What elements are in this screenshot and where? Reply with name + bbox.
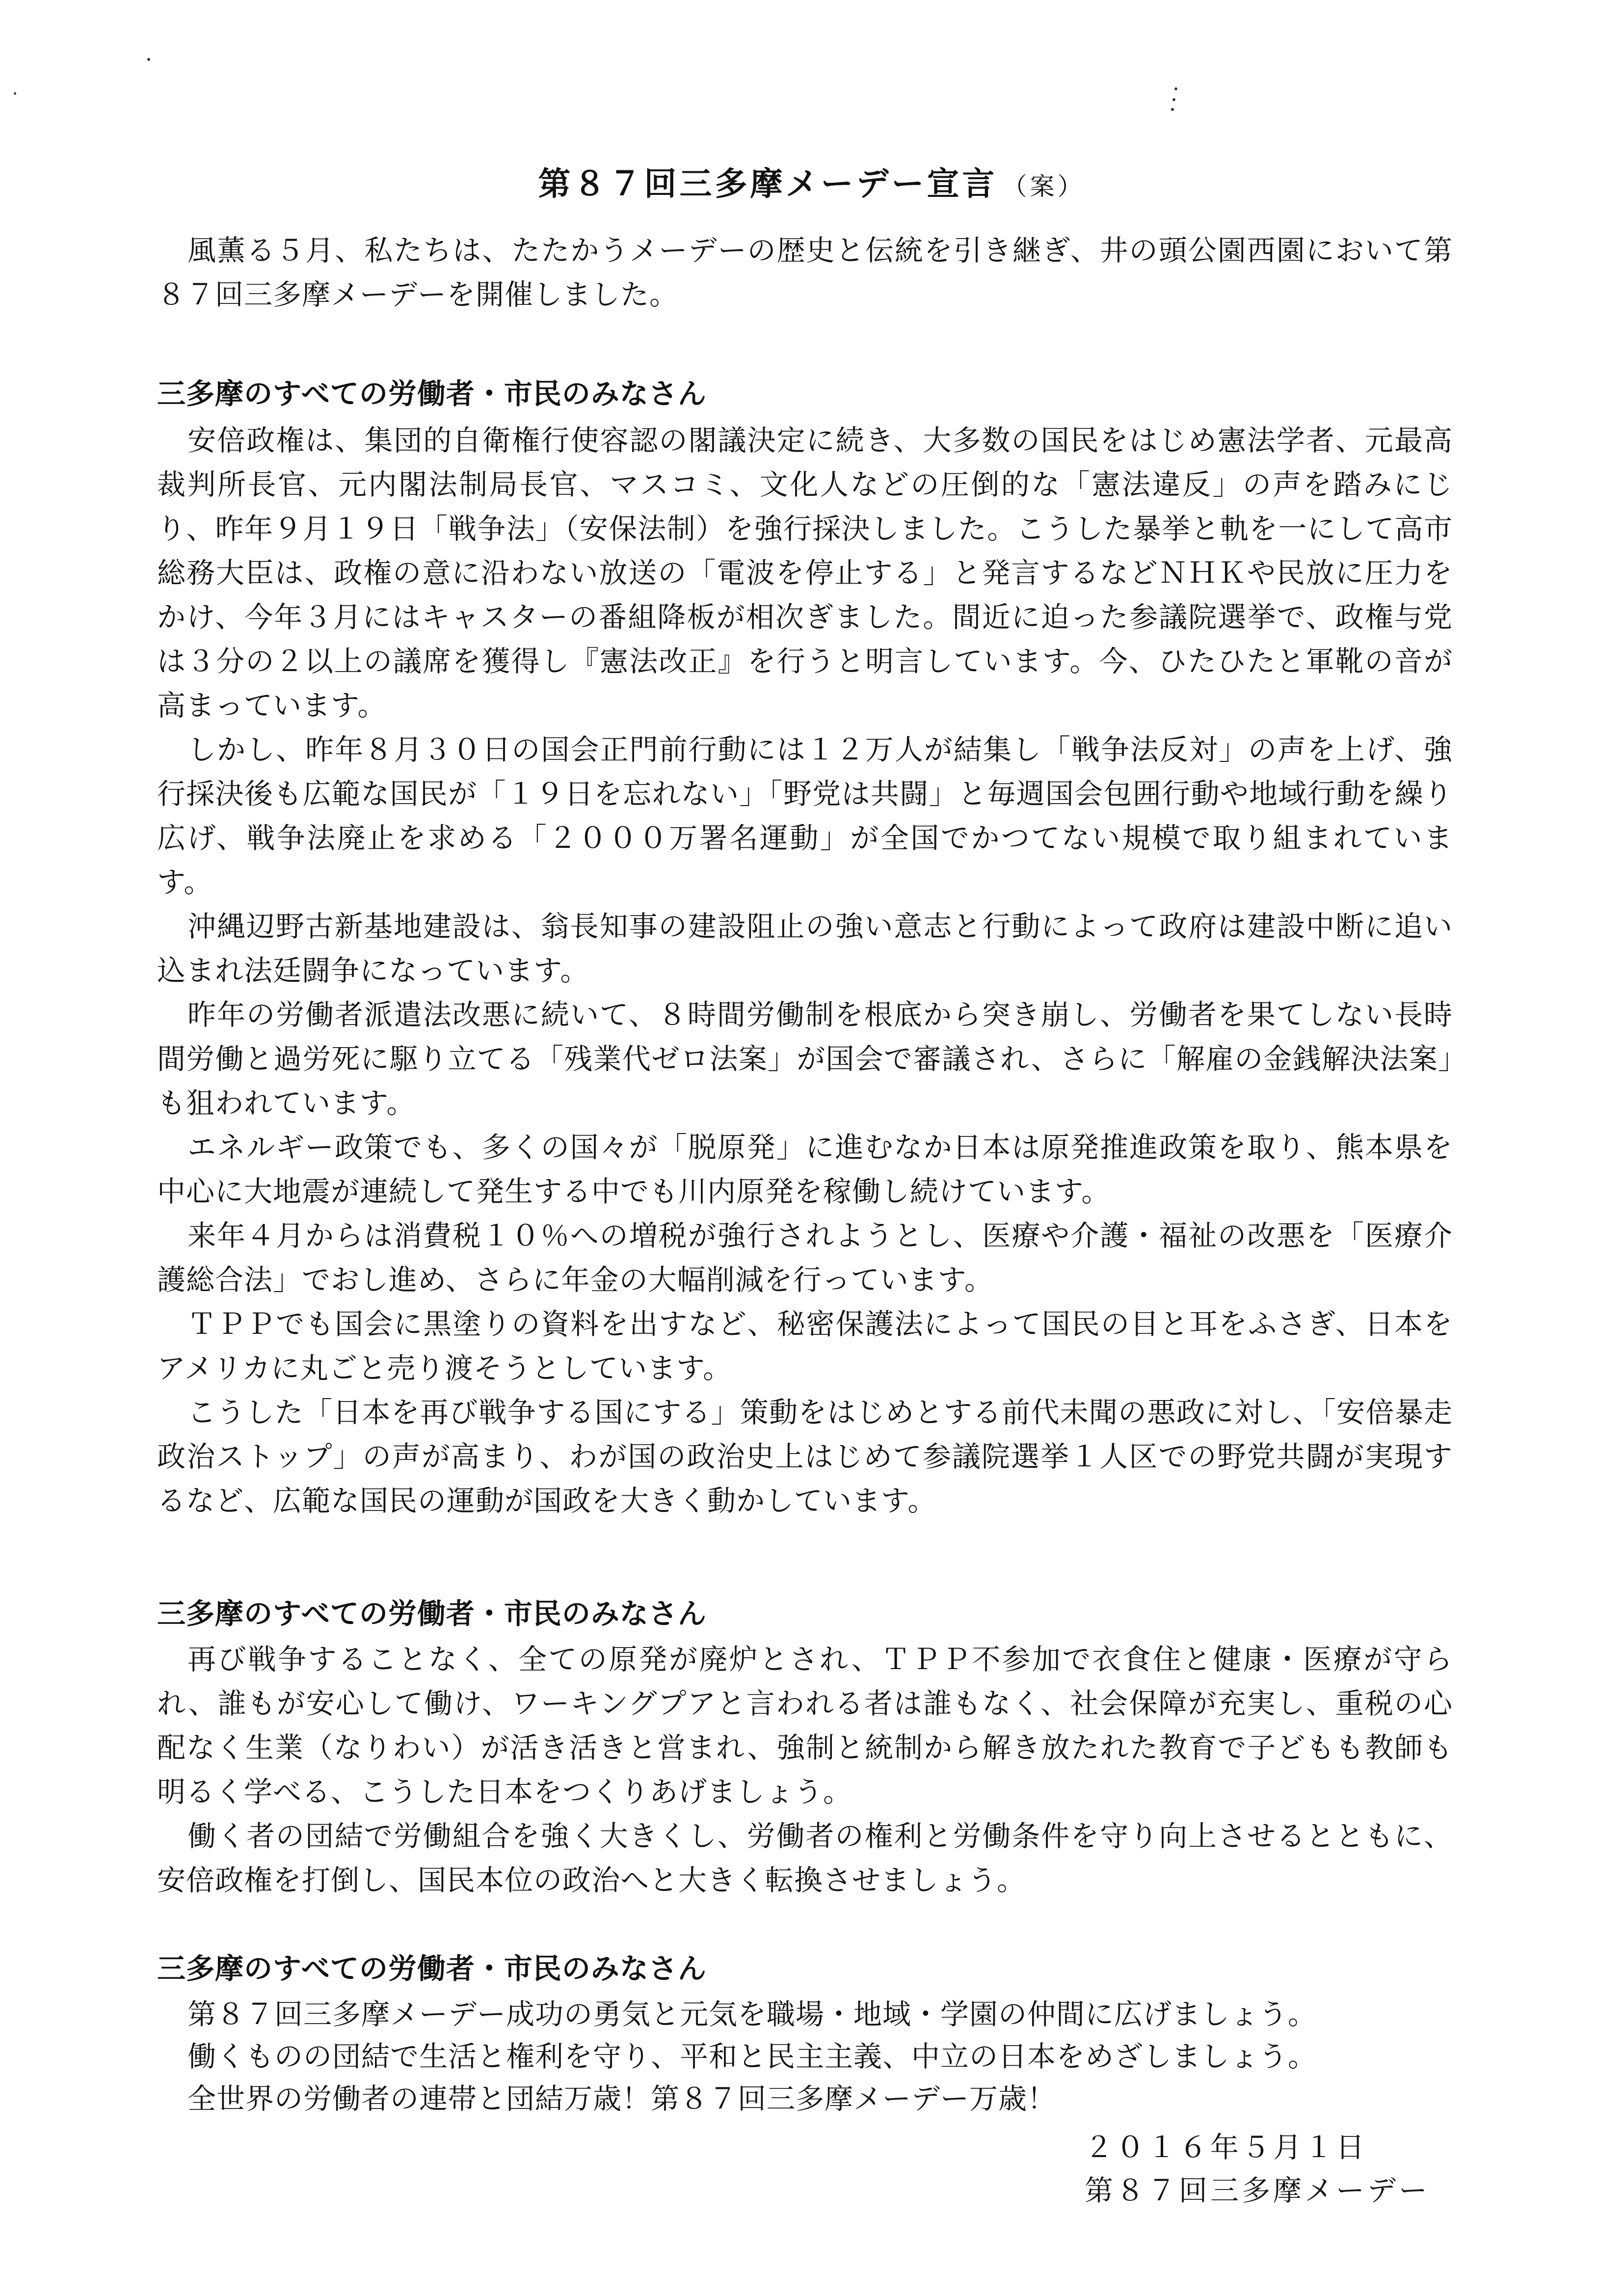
body-paragraph: 働く者の団結で労働組合を強く大きくし、労働者の権利と労働条件を守り向上させるとともに、安倍政権を打倒し、国民本位の政治へと大きく転換させましょう。 [157,1819,1453,1897]
document-title [0,162,1623,209]
section-heading: 三多摩のすべての労働者・市民のみなさん [157,1952,707,1985]
body-paragraph: 安倍政権は、集団的自衛権行使容認の閣議決定に続き、大多数の国民をはじめ憲法学者、元最高裁判所長官、元内閣法制局長官、マスコミ、文化人などの圧倒的な「憲法違反」の声を踏みにじり、昨年９月１９日「戦争法」（安保法制）を強行採決しました。こうした暴挙と軌を一にして高市総務大臣は、政権の意に沿わない放送の「電波を停止する」と発言するなどＮＨＫや民放に圧力をかけ、今年３月にはキャスターの番組降板が相次ぎました。間近に迫った参議院選挙で、政権与党は３分の２以上の議席を獲得し『憲法改正』を行うと明言しています。今、ひたひたと軍靴の音が高まっています。 [157,424,1453,722]
section-heading: 三多摩のすべての労働者・市民のみなさん [157,377,707,410]
closing-line: 第８７回三多摩メーデー成功の勇気と元気を職場・地域・学園の仲間に広げましょう。 [187,1998,1317,2031]
body-paragraph: 再び戦争することなく、全ての原発が廃炉とされ、ＴＰＰ不参加で衣食住と健康・医療が守られ、誰もが安心して働け、ワーキングプアと言われる者は誰もなく、社会保障が充実し、重税の心配なく生業（なりわい）が活き活きと営まれ、強制と統制から解き放たれた教育で子どもも教師も明るく学べる、こうした日本をつくりあげましょう。 [157,1643,1453,1809]
body-paragraph: 来年４月からは消費税１０％への増税が強行されようとし、医療や介護・福祉の改悪を「医療介護総合法」でおし進め、さらに年金の大幅削減を行っています。 [157,1219,1453,1297]
body-paragraph: しかし、昨年８月３０日の国会正門前行動には１２万人が結集し「戦争法反対」の声を上げ、強行採決後も広範な国民が「１９日を忘れない」「野党は共闘」と毎週国会包囲行動や地域行動を繰り広げ、戦争法廃止を求める「２０００万署名運動」が全国でかつてない規模で取り組まれています。 [157,733,1453,899]
scan-speck [1172,98,1175,101]
body-paragraph: ＴＰＰでも国会に黒塗りの資料を出すなど、秘密保護法によって国民の目と耳をふさぎ、日本をアメリカに丸ごと売り渡そうとしています。 [157,1307,1453,1385]
scan-speck [147,58,150,61]
title-text: 第８７回三多摩メーデー宣言 [538,165,998,203]
body-paragraph: 昨年の労働者派遣法改悪に続いて、８時間労働制を根底から突き崩し、労働者を果てしない長時間労働と過労死に駆り立てる「残業代ゼロ法案」が国会で審議され、さらに「解雇の金銭解決法案」も狙われています。 [157,998,1453,1120]
scan-speck [1171,108,1174,111]
scan-speck [1174,87,1177,90]
body-paragraph: エネルギー政策でも、多くの国々が「脱原発」に進むなか日本は原発推進政策を取り、熊本県を中心に大地震が連続して発生する中でも川内原発を稼働し続けています。 [157,1131,1453,1208]
section-heading: 三多摩のすべての労働者・市民のみなさん [157,1597,707,1630]
scan-speck [14,92,16,95]
section3-body [157,1993,1453,2120]
section1-body [157,418,1453,1523]
document-signature: 第８７回三多摩メーデー [1085,2174,1431,2207]
intro-paragraph: 風薫る５月、私たちは、たたかうメーデーの歴史と伝統を引き継ぎ、井の頭公園西園において第８７回三多摩メーデーを開催しました。 [157,234,1453,311]
body-paragraph: 沖縄辺野古新基地建設は、翁長知事の建設阻止の強い意志と行動によって政府は建設中断に追い込まれ法廷闘争になっています。 [157,910,1453,987]
closing-line: 働くものの団結で生活と権利を守り、平和と民主主義、中立の日本をめざしましょう。 [187,2040,1317,2073]
document-date: ２０１６年５月１日 [1085,2131,1368,2164]
intro-block [157,228,1453,317]
closing-line: 全世界の労働者の連帯と団結万歳！第８７回三多摩メーデー万歳！ [187,2082,1057,2115]
title-suffix: （案） [1002,172,1085,201]
body-paragraph: こうした「日本を再び戦争する国にする」策動をはじめとする前代未聞の悪政に対し、「安倍暴走政治ストップ」の声が高まり、わが国の政治史上はじめて参議院選挙１人区での野党共闘が実現するなど、広範な国民の運動が国政を大きく動かしています。 [157,1396,1453,1517]
section2-body [157,1637,1453,1902]
